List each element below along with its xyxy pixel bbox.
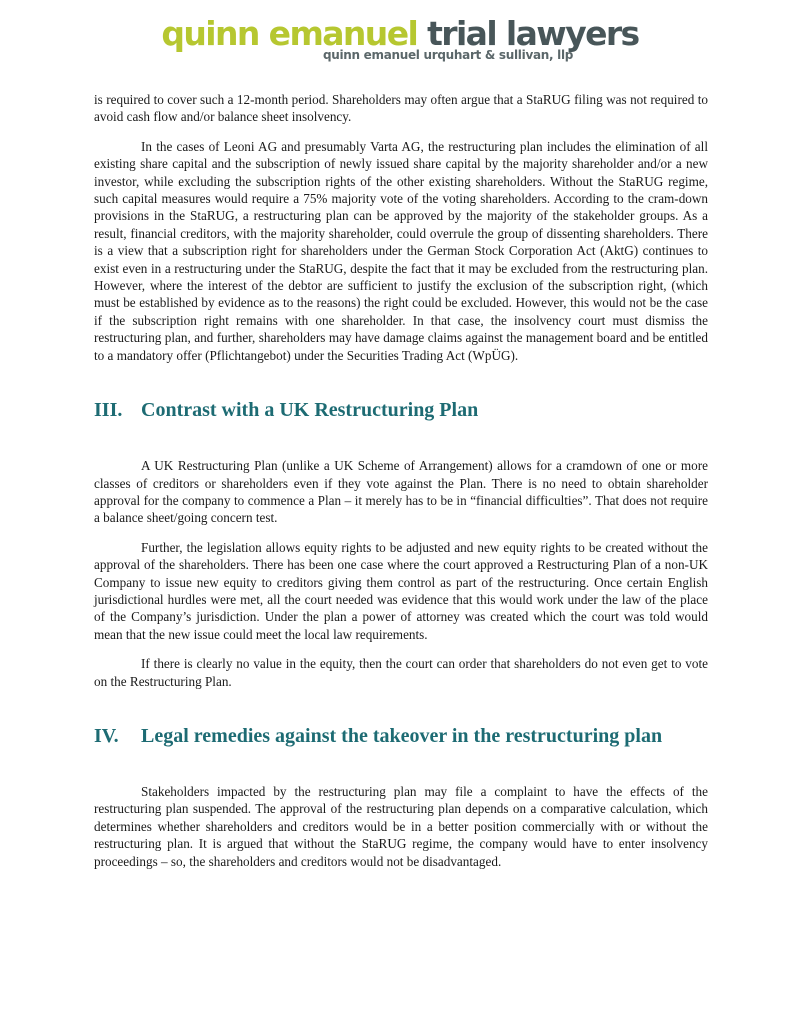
paragraph-uk-plan: A UK Restructuring Plan (unlike a UK Scheme of Arrangement) allows for a cramdown of one or more classes of creditors or shareholders even if they vote against the Plan. There is no need to obtain shareholder approval for the company to commence a Plan – it merely has to be in “financial difficulties”. That does not require a balance sheet/going concern test.: [94, 458, 708, 526]
paragraph-legal-remedies: Stakeholders impacted by the restructuring plan may file a complaint to have the effects of the restructuring plan suspended. The approval of the restructuring plan depends on a comparative calculation, which determines whether shareholders and creditors would be in a better position commercially with or without the restructuring plan. It is argued that without the StaRUG regime, the company would have to enter insolvency proceedings – so, the shareholders and creditors would not be disadvantaged.: [94, 783, 708, 869]
firm-name-part1: quinn emanuel: [161, 14, 418, 53]
paragraph-continued: is required to cover such a 12-month period. Shareholders may often argue that a StaRUG filing was not required to avoid cash flow and/or balance sheet insolvency.: [94, 92, 708, 125]
paragraph-equity-rights: Further, the legislation allows equity rights to be adjusted and new equity rights to be created without the approval of the shareholders. There has been one case where the court approved a Restructuring Plan of a non-UK Company to issue new equity to creditors giving them control as part of the restructuring. Once certain English jurisdictional hurdles were met, all the court needed was evidence that this would work under the law of the place of the Company’s jurisdiction. Under the plan a power of attorney was created which the court was told would mean that the new issue could meet the local law requirements.: [94, 539, 708, 642]
paragraph-no-value: If there is clearly no value in the equity, then the court can order that shareholders do not even get to vote on the Restructuring Plan.: [94, 656, 708, 689]
section-heading-iv: [94, 723, 708, 749]
document-body: [94, 91, 708, 882]
firm-name-part2: trial lawyers: [427, 14, 639, 53]
section-number: IV.: [94, 724, 119, 747]
section-number: III.: [94, 399, 123, 422]
letterhead: [0, 14, 800, 62]
section-title: Contrast with a UK Restructuring Plan: [141, 399, 479, 422]
section-title: Legal remedies against the takeover in the restructuring plan: [141, 724, 663, 747]
paragraph-cram-down: In the cases of Leoni AG and presumably Varta AG, the restructuring plan includes the elimination of all existing share capital and the subscription of newly issued share capital by the majority shareholder and/or a new investor, while excluding the subscription rights of the other existing shareholders. Without the StaRUG regime, such capital measures would require a 75% majority vote of the voting shareholders. According to the cram-down provisions in the StaRUG, a restructuring plan can be approved by the majority of the stakeholder groups. As a result, financial creditors, with the majority shareholder, could overrule the group of dissenting shareholders. There is a view that a subscription right for shareholders under the German Stock Corporation Act (AktG) continues to exist even in a restructuring under the StaRUG, despite the fact that it may be excluded from the restructuring plan. However, where the interest of the debtor are sufficient to justify the exclusion of the subscription right, (which must be established by evidence as to the reasons) the right could be excluded. However, this would not be the case if the subscription right remains with one shareholder. In that case, the insolvency court must dismiss the restructuring plan, and further, shareholders may have damage claims against the management board and be entitled to a mandatory offer (Pflichtangebot) under the Securities Trading Act (WpÜG).: [94, 138, 708, 363]
section-heading-iii: [94, 397, 708, 423]
firm-full-name: quinn emanuel urquhart & sullivan, llp: [322, 48, 574, 62]
